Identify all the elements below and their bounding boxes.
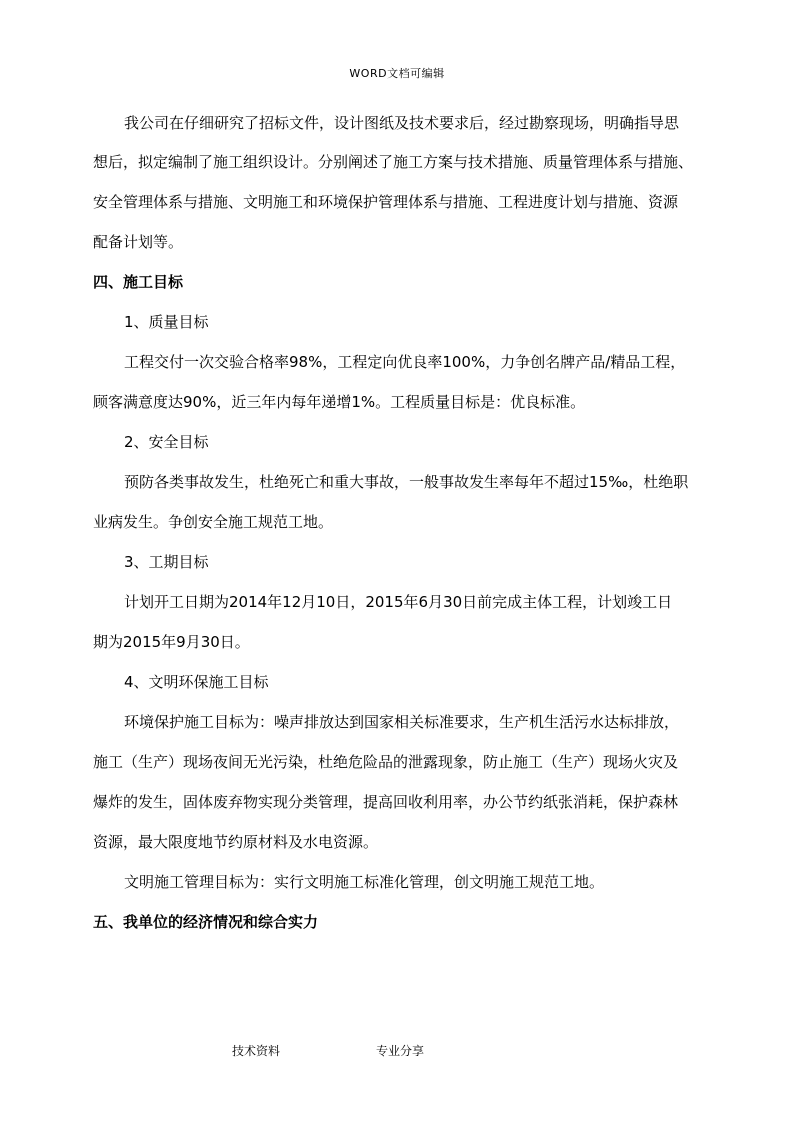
page-header: WORD文档可编辑	[349, 67, 445, 80]
environment-target-line-2: 施工（生产）现场夜间无光污染，杜绝危险品的泄露现象，防止施工（生产）现场火灾及	[93, 753, 679, 771]
civilized-management-target: 文明施工管理目标为：实行文明施工标准化管理，创文明施工规范工地。	[124, 873, 605, 891]
section-5-heading: 五、我单位的经济情况和综合实力	[93, 913, 319, 931]
quality-target-line-1: 工程交付一次交验合格率98%，工程定向优良率100%，力争创名牌产品/精品工程，	[124, 353, 686, 371]
safety-target-title: 2、安全目标	[124, 433, 209, 451]
safety-target-line-2: 业病发生。争创安全施工规范工地。	[93, 513, 334, 531]
intro-line-2: 想后，拟定编制了施工组织设计。分别阐述了施工方案与技术措施、质量管理体系与措施、	[93, 153, 694, 171]
environment-target-line-3: 爆炸的发生，固体废弃物实现分类管理，提高回收利用率，办公节约纸张消耗，保护森林	[93, 793, 679, 811]
footer-left-label: 技术资料	[232, 1044, 281, 1058]
schedule-target-title: 3、工期目标	[124, 553, 209, 571]
intro-line-3: 安全管理体系与措施、文明施工和环境保护管理体系与措施、工程进度计划与措施、资源	[93, 193, 679, 211]
schedule-target-line-2: 期为2015年9月30日。	[93, 633, 250, 651]
section-4-heading: 四、施工目标	[93, 273, 184, 291]
environment-target-line-1: 环境保护施工目标为：噪声排放达到国家相关标准要求，生产机生活污水达标排放，	[124, 713, 680, 731]
intro-line-4: 配备计划等。	[93, 233, 184, 251]
environment-target-title: 4、文明环保施工目标	[124, 673, 269, 691]
schedule-target-line-1: 计划开工日期为2014年12月10日，2015年6月30日前完成主体工程，计划竣工日	[124, 593, 673, 611]
safety-target-line-1: 预防各类事故发生，杜绝死亡和重大事故，一般事故发生率每年不超过15‰，杜绝职	[124, 473, 689, 491]
quality-target-line-2: 顾客满意度达90%，近三年内每年递增1%。工程质量目标是：优良标准。	[93, 393, 586, 411]
footer-right-label: 专业分享	[376, 1044, 425, 1058]
quality-target-title: 1、质量目标	[124, 313, 209, 331]
environment-target-line-4: 资源，最大限度地节约原材料及水电资源。	[93, 833, 379, 851]
intro-line-1: 我公司在仔细研究了招标文件，设计图纸及技术要求后，经过勘察现场，明确指导思	[124, 114, 680, 132]
